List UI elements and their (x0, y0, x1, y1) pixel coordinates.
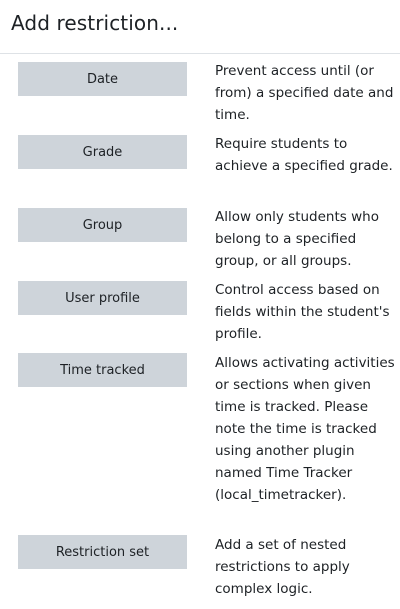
time-tracked-button[interactable]: Time tracked (18, 353, 187, 387)
user-profile-button[interactable]: User profile (18, 281, 187, 315)
group-description: Allow only students who belong to a specified group, or all groups. (215, 209, 379, 269)
grade-description: Require students to achieve a specified grade. (215, 136, 393, 174)
time-tracked-description: Allows activating activities or sections when given time is tracked. Please note the time is tracked using another plugin named Time Tracker (local_timetracker). (215, 355, 395, 503)
date-description: Prevent access until (or from) a specified date and time. (215, 63, 394, 123)
date-button[interactable]: Date (18, 62, 187, 96)
restriction-set-button[interactable]: Restriction set (18, 535, 187, 569)
dialog-title: Add restriction... (11, 10, 179, 35)
group-button[interactable]: Group (18, 208, 187, 242)
restriction-set-description: Add a set of nested restrictions to apply complex logic. (215, 537, 350, 597)
grade-button[interactable]: Grade (18, 135, 187, 169)
dialog-header (0, 0, 400, 54)
user-profile-description: Control access based on fields within the student's profile. (215, 282, 390, 342)
